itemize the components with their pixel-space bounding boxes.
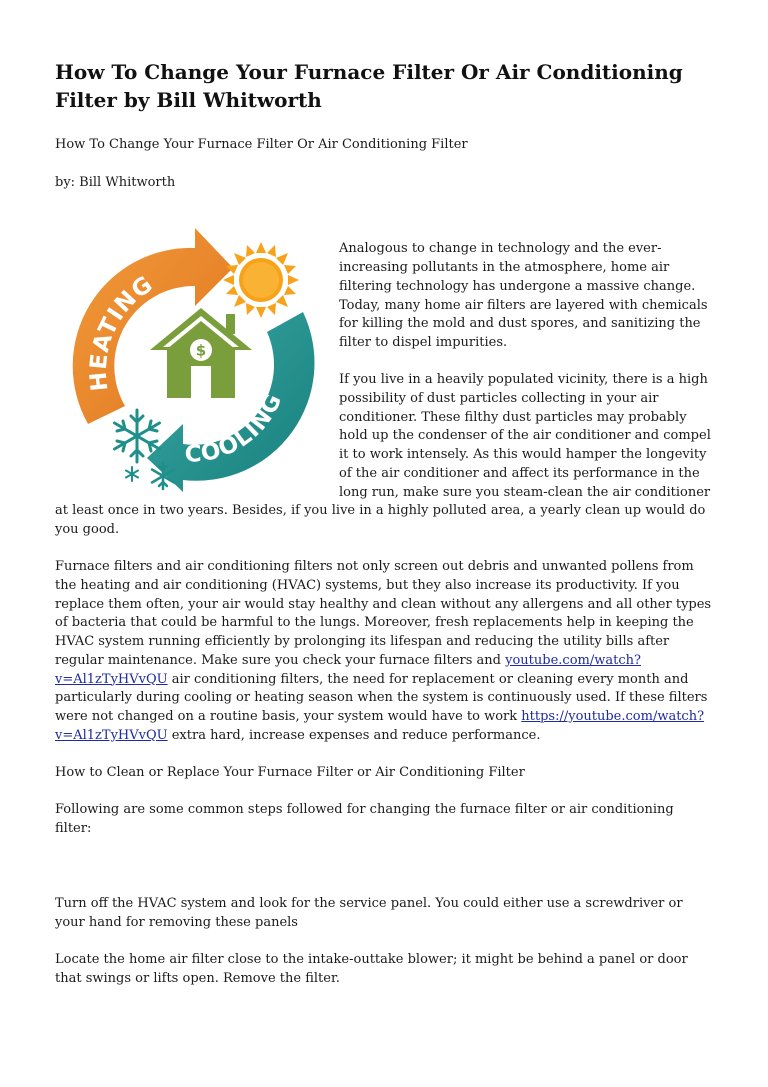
paragraph-2: If you live in a heavily populated vicinity, there is a high possibility of dust particles collecting in your air conditioner. These filthy dust particles may probably hold up the condenser of the air conditioner and compel it to work intensely. As this would hamper the longevity of the air conditioner and affect its performance in the long run, make sure you steam-clean the air conditioner at least once in two years. Besides, if you live in a highly polluted area, a yearly clean up would do you good. <box>55 372 711 537</box>
sun-icon <box>223 242 299 318</box>
house-icon <box>150 308 252 398</box>
heating-cooling-figure <box>55 228 317 494</box>
step-2: Locate the home air filter close to the intake-outtake blower; it might be behind a panel or door that swings or lifts open. Remove the filter. <box>55 951 688 986</box>
heating-label: HEATING <box>85 271 159 393</box>
section-heading-clean-replace: How to Clean or Replace Your Furnace Filter or Air Conditioning Filter <box>55 765 525 781</box>
paragraph-3 <box>55 558 713 745</box>
paragraph-3-part-1: Furnace filters and air conditioning filters not only screen out debris and unwanted pollens from the heating and air conditioning (HVAC) systems, but they also increase its productivity. If you replace them often, your air would stay healthy and clean without any allergens and all other types of bacteria that could be harmful to the lungs. Moreover, fresh replacements help in keeping the HVAC system running efficiently by prolonging its lifespan and reducing the utility bills after regular maintenance. Make sure you check your furnace filters and <box>55 559 712 668</box>
paragraph-1: Analogous to change in technology and the ever-increasing pollutants in the atmosphere, home air filtering technology has undergone a massive change. Today, many home air filters are layered with chemicals for killing the mold and dust spores, and sanitizing the filter to dispel impurities. <box>339 241 708 350</box>
steps-intro: Following are some common steps followed for changing the furnace filter or air conditioning filter: <box>55 802 674 837</box>
document-page <box>55 58 713 988</box>
step-1: Turn off the HVAC system and look for the service panel. You could either use a screwdriver or your hand for removing these panels <box>55 895 683 930</box>
hvac-cycle-illustration <box>55 228 317 494</box>
article-body <box>55 240 713 988</box>
dollar-symbol: $ <box>195 341 207 360</box>
author-byline: by: Bill Whitworth <box>55 174 176 190</box>
cooling-label: COOLING <box>184 389 288 469</box>
youtube-link-1[interactable]: youtube.com/watch?v=Al1zTyHVvQU <box>55 652 641 687</box>
paragraph-3-part-3: extra hard, increase expenses and reduce performance. <box>167 727 541 743</box>
youtube-link-2[interactable]: https://youtube.com/watch?v=Al1zTyHVvQU <box>55 708 705 743</box>
document-subtitle: How To Change Your Furnace Filter Or Air Conditioning Filter <box>55 137 468 152</box>
paragraph-3-part-2: air conditioning filters, the need for replacement or cleaning every month and particularly during cooling or heating season when the system is continuously used. If these filters were not changed on a routine basis, your system would have to work <box>55 671 708 724</box>
document-title: How To Change Your Furnace Filter Or Air Conditioning Filter by Bill Whitworth <box>55 60 683 112</box>
